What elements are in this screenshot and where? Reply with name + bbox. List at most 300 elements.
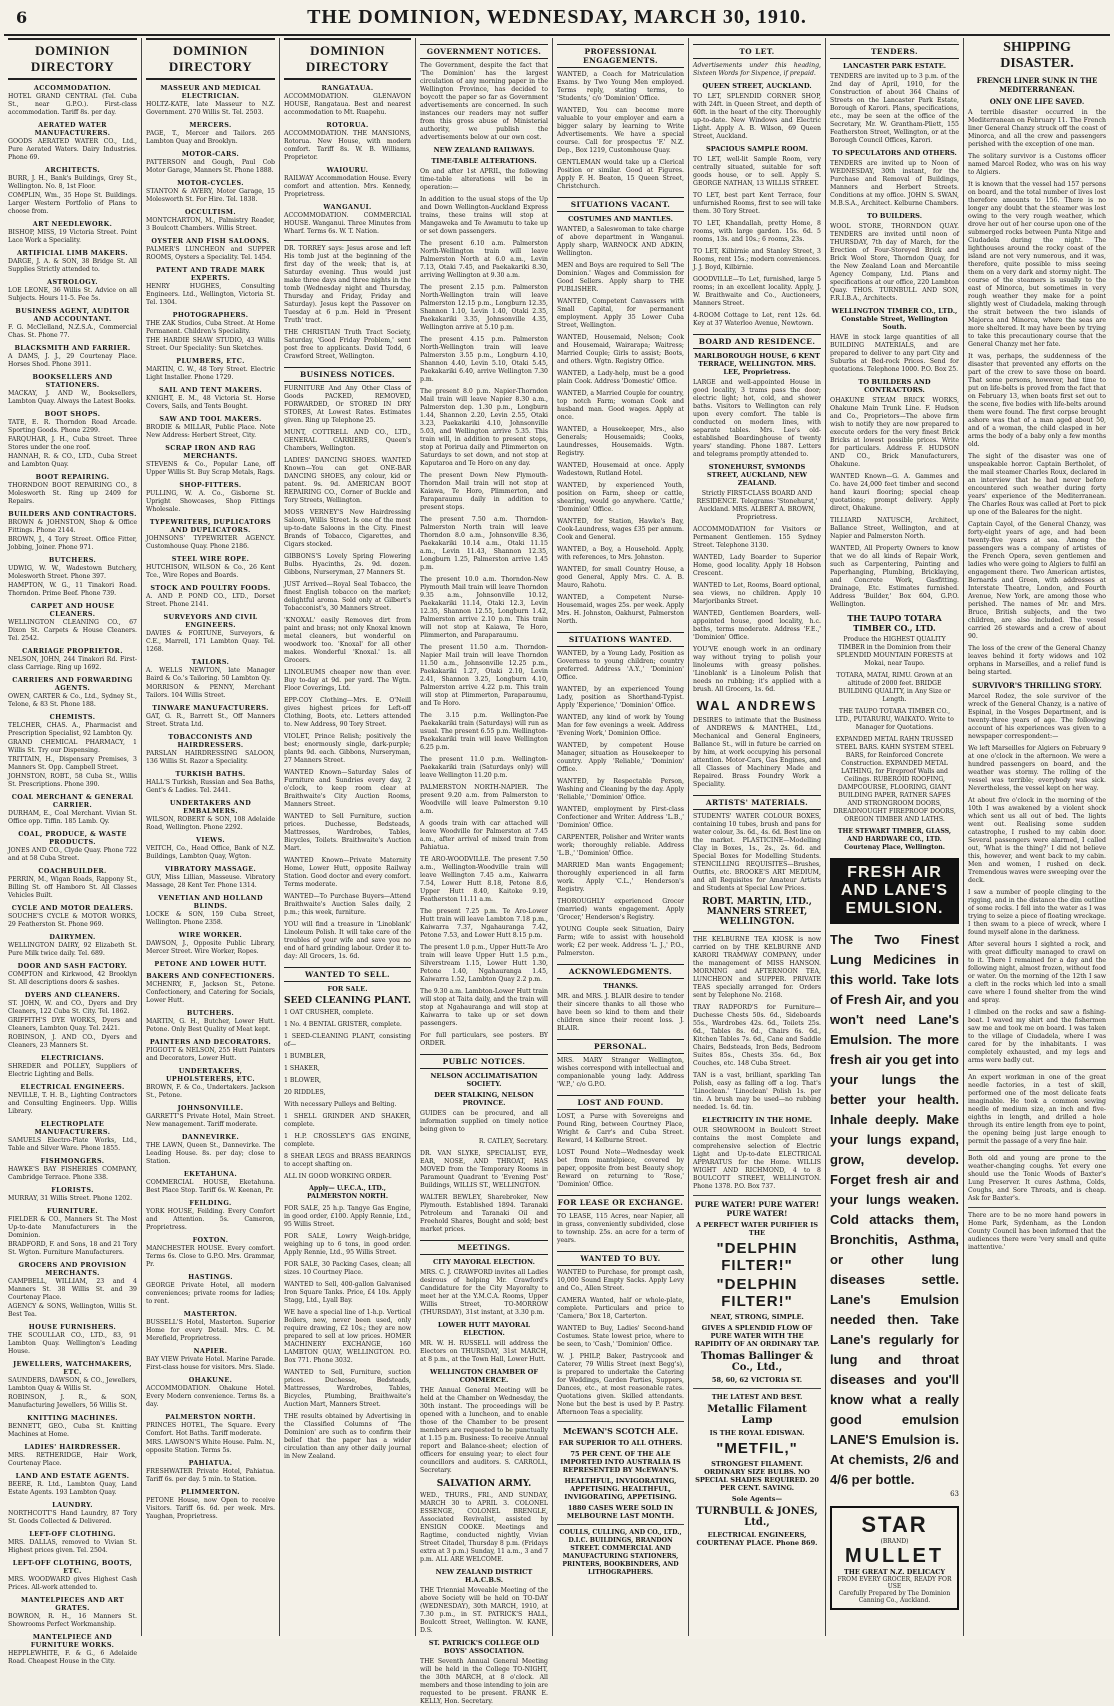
directory-entry: ACCOMMODATION. GLENAVON HOUSE, Rangataua. Best and nearest accommodation to Mt. Ruapehu. [284, 93, 411, 116]
electricity-text: OUR SHOWROOM in Boulcott Street contains the most Complete and comprehensive selection of Electric Light and Up-to-date ELECTRICAL APPARATUS for the Home. WILLIS WIGHT AND RICHMOND, 4 to 8 BOULCOTT STREET, WELLINGTON. Phone 1378. P.O. Box 737. [693, 1127, 821, 1190]
directory-category: WANGANUI. [323, 203, 372, 211]
business-notice: LADIES' DANCING SHOES. WANTED Known—You can get ONE-BAR DANCING SHOES, any colour, kid or patent. 9s. 9d. AMERICAN BOOT REPAIRING CO., Corner of Buckle and Tory Streets, Wellington. [284, 457, 411, 504]
mcewan-percent: 75 PER CENT. OF THE ALE IMPORTED INTO AUSTRALIA IS REPRESENTED BY McEWAN'S. [560, 1450, 681, 1474]
costumes-heading: COSTUMES AND MANTLES. [568, 215, 673, 223]
directory-category: TOBACCONISTS AND HAIRDRESSERS. [168, 733, 253, 749]
gammes-timber: WANTED Known—G. A. Gammes and Co. have 24,000 feet timber and second hand kauri flooring; special cheap quotations; prompt delivery. Apply direct, Ohakune. [830, 473, 959, 512]
situation-wanted-ad: THOROUGHLY experienced Grocer (married) wants engagement. Apply 'Grocer,' Henderson's Registry. [557, 898, 684, 921]
article-para-4: It was, perhaps, the suddenness of the disaster that prevented any efforts on the part of the crew to save those on board. That some persons, however, had time to put on life-belts is proved from the fact that on February 13, when boats first set out to the scene, five bodies with life-belts around them were found. The first corpse brought ashore was that of a man aged about 50, and of a woman, the child clasped in her arms the body of a baby only a few months old. [968, 353, 1106, 448]
directory-entry: ACCOMMODATION. COMMERCIAL HOUSE. Wanganui. Three Minutes from Wharf. Terms 6s. W. T. Nation. [284, 212, 411, 235]
wanted-to-buy-ad: WANTED to Purchase, for prompt cash, 10,000 Sound Empty Sacks. Apply Levy and Co., Allen Street. [557, 1269, 684, 1292]
directory-entry: YORK HOUSE, Feilding. Every Comfort and Attention. 5s. Cameron, Proprietress. [146, 1208, 275, 1231]
stonehurst-text: Strictly FIRST-CLASS BOARD AND RESIDENCE. Telegrams: 'Stonehurst,' Auckland. MRS. ALBERT A. BROWN, Proprietress. [696, 490, 818, 521]
directory-category: BAKERS AND CONFECTIONERS. [146, 972, 275, 980]
sell-item: 1 SEED-CLEANING PLANT, consisting of— [284, 1033, 411, 1048]
lanes-emulsion-number: 63 [950, 1490, 959, 1498]
sell-item: 1 OAT CRUSHER, complete. [284, 1009, 374, 1016]
directory-entry: BENNETT, GEO., Cuba St. Knitting Machines at Home. [8, 1423, 137, 1438]
marlborough-heading: MARLBOROUGH HOUSE, 6 KENT TERRACE, WELLINGTON. MRS. LEE, Proprietress. [694, 352, 820, 376]
directory-category: ELECTRICAL ENGINEERS. [20, 1083, 125, 1091]
directory-category: JEWELLERS, WATCHMAKERS, ETC. [13, 1360, 132, 1376]
directory-category: BUILDERS AND CONTRACTORS. [8, 510, 137, 518]
business-notice: VIOLET, Prince Relish; positively the best; enormously single, dark-purple; plants 9d. each. Gibbons, Nurseryman, 27 Manners Street. [284, 733, 411, 764]
directory-category: LADIES' HAIRDRESSER. [24, 1443, 121, 1451]
perfect-purifier: A PERFECT WATER PURIFIER IS THE [695, 1221, 819, 1237]
government-notices-column [416, 38, 553, 1705]
sell-item: 8 SHEAR LEGS and BRASS BEARINGS to accept shafting on. [284, 1153, 411, 1168]
directory-category: LEFT-OFF CLOTHING, BOOTS, ETC. [12, 1559, 133, 1575]
directory-category: SAIL AND TENT MAKERS. [158, 386, 263, 394]
business-notices-heading: BUSINESS NOTICES. [284, 367, 411, 382]
directory-category: LEFT-OFF CLOTHING. [29, 1530, 116, 1538]
taupo-heading: THE TAUPO TOTARA TIMBER CO., LTD. [847, 613, 942, 633]
publisher-ad: MEN and Boys are required to Sell 'The Dominion.' Wages and Commission for Good Sellers. Apply sharp to THE PUBLISHER. [557, 262, 684, 293]
directory-entry: THE LAWN, Queen St., Dannevirke. The Leading House. 8s. per day; close to Station. [146, 1142, 275, 1165]
directory-entry: SOUCHE'S CYCLE & MOTOR WORKS, 29 Featherston St. Phone 969. [8, 913, 137, 928]
railway-paragraph: The present 2.15 p.m. Palmerston North-Wellington train will leave Palmerston 12.15 p.m., Longburn 12.35, Shannon 1.10, Levin 1.40, Otaki 2.35, Paekakariki 3.35, Johnsonville 4.35, Wellington arrive at 5.10 p.m. [420, 284, 548, 331]
vacancy-ad: WANTED, a Housekeeper, Mrs., also Generals; Housemaids; Cooks, Laundresses, Housemaids. Wgtn. Registry. [557, 426, 684, 457]
contractors-heading: TO BUILDERS AND CONTRACTORS. [858, 378, 931, 394]
situation-wanted-ad: WANTED, any kind of work by Young Man for few evenings a week. Address 'Evening Work,' Dominion Office. [557, 714, 684, 737]
sole-agents: Sole Agents— [731, 1495, 783, 1503]
railway-paragraph: The present 11.50 a.m. Thorndon-Napier Mail train will leave Thorndon 11.50 a.m., Johnsonville 12.25 p.m., Paekakariki 1.27, Otaki 2.10, Levin 2.41, Shannon 3.25, Longburn 4.10, Palmerston arrive 4.22 p.m. This train will stop at Plimmerton, Paraparaumu, and Te Horo. [420, 644, 548, 707]
blair-thanks: MR. and MRS. J. BLAIR desire to tender their sincere thanks to all those who have been so kind to them and their children since their recent loss. J. BLAIR. [557, 993, 684, 1032]
chamber-heading: WELLINGTON CHAMBER OF COMMERCE. [429, 1368, 539, 1384]
sell-item: 1 BLOWER, [284, 1077, 322, 1084]
directory-entry: BUSSELL'S Hotel, Masterton. Superior Home for every Detail. Mrs. C. M. Merefield, Proprietress. [146, 1319, 275, 1342]
deer-stalking: DEER STALKING, NELSON PROVINCE. [434, 1091, 534, 1107]
chamber-text: THE Annual General Meeting will be held at the Chamber on Wednesday, the 30th instant. The proceedings will be opened with a luncheon, and to enable those of the Chamber to be present members are requested to be punctually at 1.15 p.m. Business: To receive Annual report and Balance-sheet; election of officers for ensuing year; to elect four councillors and auditors. S. CARROLL, Secretary. [420, 1387, 548, 1474]
sell-ad: WANTED to Sell, 400-gallon Galvanised Iron Square Tanks. Price, £4 10s. Apply Stagg, Ltd., Lyall Bay. [284, 1281, 411, 1304]
business-notice: JUST Arrived—Royal Seal Tobacco, the finest English tobacco on the market; delightful aroma. Sold only at Gilbert's Tobacconist's, 30 Manners Street. [284, 581, 411, 612]
tilliard-natusch: TILLIARD NATUSCH, Architect, Ballance Street, Wellington, and at Napier and Palmerston North. [830, 517, 959, 540]
to-let-column [689, 38, 826, 1636]
directory-category: ACCOMMODATION. [33, 84, 112, 92]
directory-category: BOOT REPAIRING. [35, 473, 110, 481]
situation-wanted-ad: MARRIED Man wants Engagement; thoroughly experienced in all farm work. Apply 'C.L.,' Henderson's Registry. [557, 862, 684, 893]
directory-entry: CAMPBELL, WILLIAM, 23 and 4 Manners St. 38 Willis St. and 39 Courtenay Place. [8, 1278, 137, 1301]
to-let-note: Advertisements under this heading, Sixteen Words for Sixpence, if prepaid. [693, 62, 821, 77]
directory-entry: THE HARDIE SHAW STUDIO, 43 Willis Street. Our Speciality: Sun Sketches. [146, 337, 275, 352]
tan-polish: TAN is a vast, brilliant, sparkling Tan Polish, easy as falling off a log. That's 'Linoclean.' 'Linoclean' Polish 1s. per tin. A brush may be used—no rubbing needed. 1s. 6d. tin. [693, 1072, 821, 1111]
mcewan-cases: 1880 CASES WERE SOLD IN MELBOURNE LAST MONTH. [566, 1504, 675, 1520]
railway-paragraph: The present 11.0 p.m. Wellington-Paekakariki train (Saturdays only) will leave Wellington 11.20 p.m. [420, 756, 548, 779]
directory-entry: MRS. DALLAS, removed to Vivian St. Highest prices given. Tel. 2504. [8, 1539, 137, 1554]
professional-heading: PROFESSIONAL ENGAGEMENTS. [557, 44, 684, 68]
sell-ad: FOR SALE, Lowry Weigh-bridge, weighing up to 6 tons, in good order. Apply Rennie, Ltd., 95 Willis Street. [284, 1233, 411, 1256]
directory-category: VIBRATORY MASSAGE. [164, 865, 257, 873]
queen-street-heading: QUEEN STREET, AUCKLAND. [702, 82, 812, 90]
directory-entry: SAMUELS Electro-Plate Works, Ltd., Table and Silver Ware. Phone 1855. [8, 1137, 137, 1152]
to-let-ad: TO LET, well-lit Sample Room, very centrally situated, suitable for soft goods house, or to sell. Apply S. GEORGE NATHAN, 13 WILLIS STREET. [693, 156, 821, 187]
situation-wanted-ad: WANTED, by competent House Manager, situation as Housekeeper to country. Apply 'Reliable,' 'Dominion' Office. [557, 742, 684, 773]
coulls-ad: COULLS, CULLING, AND CO., LTD., D.I.C. BUILDINGS, BRANDON STREET. COMMERCIAL AND MANUFACTURING STATIONERS, PRINTERS, BOOKBINDERS, AND LITHOGRAPHERS. [559, 1529, 682, 1576]
to-let-ad: TO LET, Kilbirnie and Stanley Street, 3 Rooms, rent 15s.; modern conveniences. J. J. Boyd, Kilbirnie. [693, 248, 821, 271]
speculators-heading: TO SPECULATORS AND OTHERS. [832, 149, 957, 157]
public-notices-heading: PUBLIC NOTICES. [420, 1054, 548, 1069]
directory-category: VENETIAN AND HOLLAND BLINDS. [158, 894, 263, 910]
lancaster-heading: LANCASTER PARK ESTATE. [842, 62, 947, 70]
directory-category: HASTINGS. [188, 1273, 233, 1281]
directory-entry: ACCOMMODATION. THE MANSIONS, Rotorua. New House, with modern comfort. Tariff 8s. W. B. Williams, Proprietor. [284, 130, 411, 161]
business-notice: WANTED Known—Private Maternity Home, Lower Hutt, opposite Railway Station. Good doctor and every comfort. Terms moderate. [284, 857, 411, 888]
shipping-sub-2: ONLY ONE LIFE SAVED. [989, 97, 1085, 106]
lost-ad: LOST Pound Note—Wednesday week bet from mantelpiece, covered by paper, opposite from best Beauty shop; Reward on returning to 'Rose,' 'Dominion' Office. [557, 1149, 684, 1188]
professional-ad: GENTLEMAN would take up a Clerical Position or similar. Good at Figures. Apply F. H. Beaton, 15 Queen Street, Christchurch. [557, 159, 684, 190]
directory-category: MOTOR-CARS. [181, 150, 240, 158]
directory-heading: DOMINION DIRECTORY [8, 38, 137, 80]
article-para-11: I saw a number of people clinging to the rigging, and in the distance the dim outline of some rocks. I fell into the water as I was trying to seize a piece of floating wreckage. I then swam to a piece of wreck, where I found myself alone in the darkness. [968, 889, 1106, 936]
business-notice: YOU will find a treasure in 'Linoblank' Linoleum Polish. It will take care of the troubles of your wife and save you no end of hard grinding labour. Order it to-day: All Grocers, 1s. 6d. [284, 921, 411, 960]
directory-category: WIRE WORKER. [178, 931, 243, 939]
saleswoman-ad: WANTED, a Saleswoman to take charge of above department in Wanganui. Apply sharp, WARNOCK AND ADKIN, Wellington. [557, 226, 684, 257]
acknowledgments-heading: ACKNOWLEDGMENTS. [557, 964, 684, 979]
directory-category: DOOR AND SASH FACTORY. [17, 962, 128, 970]
directory-column-1 [4, 38, 142, 1665]
directory-category: DYERS AND CLEANERS. [24, 991, 121, 999]
directory-category: RANGATAUA. [321, 84, 374, 92]
directory-category: SCRAP IRON AND RAG MERCHANTS. [165, 444, 256, 460]
directory-category: PETONE AND LOWER HUTT. [154, 960, 267, 968]
directory-category: MANTELPIECE AND FURNITURE WORKS. [30, 1633, 115, 1649]
directory-entry: BEERE, R. Ltd., Lambton Quay, Land Estate Agents. 193 Lambton Quay. [8, 1481, 137, 1496]
directory-entry: DAWSON, J., Opposite Public Library, Mercer Street. Wire Worker, Ropes. [146, 940, 275, 955]
page-number: 6 [16, 8, 28, 27]
directory-category: UNDERTAKERS, UPHOLSTERERS, ETC. [165, 1067, 256, 1083]
directory-entry: PALMER'S LUNCHEON and SUPPER ROOMS, Oysters a Speciality. Tel. 1454. [146, 246, 275, 261]
wool-store-text: WOOL STORE, THORNDON QUAY. TENDERS are invited until noon of THURSDAY, 7th day of March, for the Erection of Four-Storeyed Brick and Brick Wool Store, Thorndon Quay, for the New Zealand Loan and Mercantile Agency Company, Ltd. Plans and specifications at our office, 220 Lambton Quay. THOS. TURNBULL AND SON, F.R.I.B.A., Architects. [830, 223, 959, 302]
directory-entry: ST. JOHN, W. and CO., Dyers and Dry Cleaners, 122 Cuba St. City. Tel. 1862. [8, 1000, 137, 1015]
government-notices-heading: GOVERNMENT NOTICES. [420, 44, 548, 59]
taupo-text: Produce the HIGHEST QUALITY TIMBER in the Dominion from their SPLENDID MOUNTAIN FORESTS at Mokai, near Taupo. [836, 636, 953, 667]
tenders-heading: TENDERS. [830, 44, 959, 59]
article-para-7: The loss of the crew of the General Chanzy leaves behind it forty widows and 102 orphans in Marseilles, and a relief fund is being started. [968, 645, 1106, 676]
wal-andrews-heading: WAL ANDREWS [696, 698, 818, 713]
artists-heading: ARTISTS' MATERIALS. [693, 795, 821, 810]
railway-paragraph: In addition to the usual stops of the Up and Down Wellington-Auckland Express trains, these trains will stop at Mangaweka and Te Awamutu to take up or set down passengers. [420, 196, 548, 235]
directory-entry: HAMPTON, W. G., 11 Tinakori Road. Thorndon. Prime Beef. Phone 739. [8, 582, 137, 597]
timber-text: HAVE in stock large quantities of all BUILDING MATERIALS, and are prepared to deliver to any part City and Suburbs at Bed-rock Prices. Send for quotations. Telephone 1000. P.O. Box 25. [830, 334, 959, 373]
sell-ad: FOR SALE, 30 Packing Cases, clean; all sizes. 10 Courtney Place. [284, 1261, 411, 1276]
directory-column-3 [280, 38, 416, 1636]
directory-entry: DARGE, J. A. & SON, 38 Bridge St. All Supplies Strictly attended to. [8, 258, 137, 273]
brand-text: (BRAND) [880, 1538, 909, 1545]
directory-entry: PULLING, W. A. Co., Gisborne St. Upright Showcases, Shop Fittings Wholesale. [146, 490, 275, 513]
turnbull-address: ELECTRICAL ENGINEERS, COURTENAY PLACE. Phone 869. [696, 1531, 818, 1547]
mcewan-superior: FAR SUPERIOR TO ALL OTHERS. [558, 1439, 683, 1447]
article-para-1: A terrible disaster occurred in the Mediterranean on February 11. The French liner General Chanzy struck off the coast of Minorca, and all the crew and passengers perished with the exception of one man. [968, 109, 1106, 148]
professional-ad: WANTED, You can become more valuable to your employer and earn a bigger salary by learning to Write Advertisements. We have a special course. Call for prospectus 'F.' N.Z. Dep., Box 1219, Customhouse Quay. [557, 107, 684, 154]
ballinger-name: Thomas Ballinger & Co., Ltd., [700, 1351, 814, 1373]
professional-ad: WANTED, a Coach for Matriculation Exams. by Two Young Men employed. Terms reply, stating terms, to 'Students,' c/o 'Dominion' Office. [557, 71, 684, 102]
linoleum-ad: YOU'VE enough work in an ordinary way without trying to polish your linoleums with greasy polishes. 'Linoblank' is a Linoleum Polish that needs no rubbing; it's applied with a brush. All Grocers, 1s. 6d. [693, 646, 821, 693]
walter-bewley: WALTER BEWLEY, Sharebroker, New Plymouth. Established 1894. Taranaki Petroleum and Taranaki Oil and Freehold Shares, Bought and sold; best market prices. [420, 1194, 548, 1233]
sydenham-para: There are to be no more hand powers in Home Park, Sydenham, as the London County Council has been informed that the audiences there were 'very small and quite inattentive.' [968, 1212, 1106, 1251]
city-mayoral-text: MRS. C. J. CRAWFORD invites all Ladies desirous of helping Mr. Crawford's Candidature for the City Mayoralty to meet her at the Y.M.C.A. Rooms, Upper Willis Street, TO-MORROW (THURSDAY), 31st instant, at 3.30 p.m. [420, 1269, 548, 1316]
directory-category: FURNITURE. [47, 1207, 98, 1215]
st-patricks-text: THE Seventh Annual General Meeting will be held in the College TO-NIGHT, the 30th MARCH, at 8 o'clock. All members and those intending to join are requested to be present. FRANK E. KELLY, Hon. Secretary. [420, 1658, 548, 1705]
directory-category: SHOP-FITTERS. [179, 481, 242, 489]
railway-paragraph: The present 6.10 a.m. Palmerston North-Wellington train will leave Palmerston North at 6.0 a.m., Levin 7.13, Otaki 7.45, and Paekakariki 8.30, arriving Wellington at 9.30 a.m. [420, 240, 548, 279]
directory-entry: MORRISON & PENNY, Merchant Tailors. 104 Willis Street. [146, 684, 275, 699]
sell-ad: WANTED to Sell, Furniture, suction prices. Duchesse, Bedsteads, Mattresses, Wardrobes, Tables, Bicycles, Plumbing, Braithwaite's Auction Mart, Manners Street. [284, 1369, 411, 1408]
vacancy-ad: WANTED, a Competent Nurse-Housemaid, wages 25s. per week. Apply Mrs. H. Johnston, Oakhurst, Palmerston North. [557, 594, 684, 625]
district-text: THE Triennial Moveable Meeting of the above Society will be held on TO-DAY (WEDNESDAY), 30th MARCH, 1910, at 7.30 p.m., in ST. PATRICK'S HALL, Boulcott Street, Wellington. W. KANE, D.S. [420, 1587, 548, 1634]
directory-category: HOUSE FURNISHERS. [28, 1323, 117, 1331]
star-mullet-ad [830, 1506, 959, 1610]
directory-entry: GARRETT'S Private Hotel, Main Street. New management. Tariff moderate. [146, 1113, 275, 1128]
sell-item: 1 BUMBLER, [284, 1053, 326, 1060]
directory-category: BOOKSELLERS AND STATIONERS. [32, 373, 113, 389]
ohakune-brick: OHAKUNE STEAM BRICK WORKS, Ohakune Main Trunk Line. F. Hudson and Co., Proprietors—The above firm wish to notify they are now prepared to execute orders for the very finest Brick Bricks at lowest possible prices. Write for particulars. Address F. HUDSON AND CO., Brick Manufacturers, Ohakune. [830, 397, 959, 468]
lancaster-text: TENDERS are invited up to 3 p.m. of the 2nd day of April, 1910, for the Construction of about 364 Chains of Streets on the Lancaster Park Estate, Borough of Karori. Plans, specifications, etc., may be seen at the office of the Secretary, Mr. W. Grantham-Pliett, 155 Featherston Street, Wellington, or at the Borough Council Offices, Karori. [830, 73, 959, 144]
mcewan-healthful: HEALTHFUL, INVIGORATING, APPETISING. HEALTHFUL, INVIGORATING, APPETISING. [564, 1477, 677, 1501]
vacancy-ad: WANTED, a Boy, a Household. Apply, with references, to Mrs. Johnston. [557, 546, 684, 561]
directory-category: MERCERS. [189, 121, 232, 129]
wanted-to-buy-ad: WANTED to Buy, Ladies' Second-hand Costumes. State lowest price, where to be seen, to 'Cash,' 'Dominion' Office. [557, 1325, 684, 1348]
situation-wanted-ad: YOUNG Couple seek Situation, Dairy Farm; wife to assist with household work; £2 per week. Address 'L. J.,' P.O., Palmerston. [557, 926, 684, 957]
vacancy-ad: WANTED, Competent Canvassers with Small Capital, for permanent employment. Apply 35 Lower Cuba Street, Wellington. [557, 298, 684, 329]
timber-co: WELLINGTON TIMBER CO., LTD., Constable Street, Wellington South. [831, 307, 958, 331]
directory-category: SAW AND TOOL MAKERS. [159, 415, 262, 423]
directory-category: ELECTROPLATE MANUFACTURERS. [34, 1120, 111, 1136]
sell-item: ALL IN GOOD WORKING ORDER. [284, 1173, 392, 1180]
electricity-heading: ELECTRICITY IN THE HOME. [701, 1116, 813, 1124]
shipping-heading: SHIPPING DISASTER. [1000, 40, 1074, 71]
directory-category: PAHIATUA. [188, 1459, 233, 1467]
directory-category: EKETAHUNA. [183, 1170, 238, 1178]
accommodation-ad: WANTED to Let, Rooms, Board optional, sea views, no children. Apply 10 Marjoribanks Street. [693, 582, 821, 605]
turnbull-jones: TURNBULL & JONES, Ltd., [696, 1506, 818, 1528]
directory-entry: MANCHESTER HOUSE. Every comfort. Terms 6s. Close to G.P.O. Mrs. Grammar, Pr. [146, 1245, 275, 1268]
taupo-contact: THE TAUPO TOTARA TIMBER CO., LTD., PUTARURU, WAIKATO. Write to Manager for Quotations. [835, 708, 954, 731]
property-owners: WANTED, All Property Owners to know that we do all kinds of Repair Work, such as Carpentering, Painting and Paperhanging, Plumbing, Bricklaying, and Concrete Work, Gasfitting. Drainage, Etc. Estimates furnished. Address 'Builder,' Box 604, G.P.O. Wellington. [830, 545, 959, 608]
directory-category: DANNEVIRKE. [181, 1133, 240, 1141]
directory-entry: HUTCHISON, WILSON & Co., 26 Kent Tce., Wire Ropes and Boards. [146, 564, 275, 579]
government-boycott-note: The Government, despite the fact that 'The Dominion' has the largest circulation of any morning paper in the Wellington Province, has decided to boycott the paper so far as Government advertisements are concerned. In such instances our readers may not suffer from this gross abuse of Ministerial authority, we publish the advertisements below at our own cost. [420, 62, 548, 141]
directory-entry: RAILWAY Accommodation House. Every comfort and attention. Mrs. Kennedy, Proprietress. [284, 175, 411, 198]
directory-category: FEILDING. [189, 1199, 232, 1207]
survivor-heading: SURVIVOR'S THRILLING STORY. [972, 681, 1102, 690]
directory-entry: HEPPLEWHITE, F. & G., 6 Adelaide Road. Cheapest House in the City. [8, 1650, 137, 1665]
directory-category: FLORISTS. [51, 1186, 94, 1194]
railway-paragraph: The present 7.25 p.m. Te Aro-Lower Hutt train will leave Lambton 7.18 p.m., Kaiwarra 7.37, Ngahauranga 7.42, Petone 7.53, and Lower Hutt 8.15 p.m. [420, 908, 548, 939]
directory-category: BUTCHERS. [186, 1009, 235, 1017]
marlborough-text: LARGE and well-appointed House in good locality, 3 trams pass the door; electric light; hot, cold, and shower baths. Visitors to Wellington can rely upon every comfort. The table is conducted on modern lines, with separate tables. Mrs. Lee's old-established Boardinghouse of twenty years' standing. Phone 1887. Letters and telegrams promptly attended to. [693, 379, 821, 458]
directory-category: PAINTERS AND DECORATORS. [149, 1038, 272, 1046]
railway-paragraph: The present 10.0 a.m. Thorndon-New Plymouth Mail train will leave Thorndon 9.35 a.m., Johnsonville 10.12, Paekakariki 11.14, Otaki 12.3, Levin 12.35, Shannon 12.55, Longburn 1.42, Palmerston arrive 2.10 p.m. This train will not stop at Kaiawa, Te Horo, Plimmerton, and Paraparaumu. [420, 576, 548, 639]
speculators-text: TENDERS are invited up to Noon of WEDNESDAY, 30th instant, for the Purchase and Removal of Buildings, Manners and Herbert Streets. Conditions at my office. JOHN S. SWAN, M.B.S.A., Architect. Kelburne Chambers. [830, 160, 959, 207]
wanted-to-buy-heading: WANTED TO BUY. [557, 1251, 684, 1266]
directory-category: OCCULTISM. [185, 208, 236, 216]
thanks-heading: THANKS. [603, 982, 638, 990]
directory-entry: MRS. LAWSON'S White House. Palm. N., opposite Station. Terms 5s. [146, 1439, 275, 1454]
business-notice: GIBBONS'S Lovely Spring Flowering Bulbs. Hyacinths, 2s. 9d. dozen. Gibbons, Nurseryman, 27 Manners St. [284, 553, 411, 576]
lost-found-heading: LOST AND FOUND. [557, 1095, 684, 1110]
directory-entry: A. AND P. POND CO., LTD., Dorset Street. Phone 2141. [146, 593, 275, 608]
baxter-para: Both old and young are prone to the weather-changing coughs. Yet every one should use the Tonic Woods of Baxter's Lung Preserver. It cures Asthma, Colds, Coughs, and Sore Throats, and is cheap. Ask for Baxter's. [968, 1155, 1106, 1202]
directory-category: ARCHITECTS. [45, 166, 100, 174]
directory-entry: PATTERSON and Gough, Paul Cob Motor Garage, Manners St. Phone 1888. [146, 159, 275, 174]
directory-category: CARRIAGE PROPRIETOR. [22, 647, 123, 655]
directory-category: KNITTING MACHINES. [27, 1414, 118, 1422]
directory-category: WAIOURU. [326, 166, 369, 174]
railways-heading: NEW ZEALAND RAILWAYS. [433, 146, 535, 154]
tenders-column [826, 38, 964, 1636]
directory-entry: DURHAM, E., Coal Merchant. Vivian St. Office opp. Tiffin. 185 Lamb. Qy. [8, 810, 137, 825]
directory-category: MOTOR-CYCLES. [177, 179, 244, 187]
grocer-text: FROM EVERY GROCER, READY FOR USE [837, 1576, 952, 1590]
lanes-emulsion-banner [830, 858, 959, 924]
directory-entry: SHREDER and POLLEY, Suppliers of Electric Lighting and Bells. [8, 1063, 137, 1078]
vacancy-ad: WANTED, a Lady-help, must be a good plain Cook. Address 'Domestic' Office. [557, 370, 684, 385]
situations-vacant-heading: SITUATIONS VACANT. [557, 197, 684, 212]
sell-item: 1 H.P. CROSSLEY'S GAS ENGINE, complete. [284, 1133, 411, 1148]
directory-entry: GUY, Miss Lillian, Masseuse. Vibratory Massage, 28 Kent Ter. Phone 1314. [146, 874, 275, 889]
wanted-to-buy-ad: CAMERA Wanted, half or whole-plate, complete. Particulars and price to 'Camera,' Box 18, Carterton. [557, 1297, 684, 1320]
directory-entry: GOODS AERATED WATER CO., Ltd., Pure Aerated Waters. Dairy Industries. Phone 69. [8, 138, 137, 161]
to-let-heading: TO LET. [693, 44, 821, 59]
mcewan-title: McEWAN'S SCOTCH ALE. [562, 1426, 679, 1436]
directory-entry: NELSON, JOHN, 244 Tinakori Rd. First-class Carriage. Ring up 1692. [8, 656, 137, 671]
directory-entry: BROWN, J., 4 Tory Street. Office Fitter, Jobbing, Joiner. Phone 971. [8, 536, 137, 551]
directory-entry: WILSON, ROBERT & SON, 108 Adelaide Road, Wellington. Phone 2292. [146, 816, 275, 831]
directory-entry: NEVILLE, T. H. B., Lighting Contractors and Consulting Engineers. Upp. Willis Library. [8, 1092, 137, 1115]
directory-entry: BURR, J. H., Bank's Buildings, Grey St., Wellington. No. 8, 1st Floor. [8, 175, 137, 190]
directory-category: STEEL WIRE ROPE. [171, 555, 250, 563]
delphin-filter-2: "DELPHIN FILTER!" [716, 1276, 798, 1310]
business-notice: WANTED—To Purchase Buyers—Attend Braithwaite's Auction Sales daily, 2 p.m.; this week, furniture. [284, 893, 411, 916]
shipping-sub-1: FRENCH LINER SUNK IN THE MEDITERRANEAN. [976, 76, 1098, 94]
metallic-lamp: Metallic Filament Lamp [707, 1404, 807, 1426]
directory-entry: BOWRON, R. H., 16 Manners St. Showrooms Perfect Workmanship. [8, 1613, 137, 1628]
directory-category: CYCLE AND MOTOR DEALERS. [11, 904, 134, 912]
directory-category: AERATED WATER MANUFACTURERS. [34, 121, 111, 137]
needle-para: An expert workman in one of the great needle factories, in a test of skill, performed one of the most delicate feats imaginable. He took a common sewing needle of medium size, an inch and five-eighths in length, and drilled a hole through its entire length from eye to point, the opening being just large enough to permit the passage of a very fine hair. [968, 1074, 1106, 1145]
railway-paragraph: The 9.30 a.m. Lambton-Lower Hutt train will stop at Taita daily, and the train will stop at Ngahauranga and will stop at Kaiwarra to take up or set down passengers. [420, 988, 548, 1027]
directory-entry: KNIGHT, E. M., 48 Victoria St. Horse Covers, Sails, and Tents Bought. [146, 395, 275, 410]
directory-category: TURKISH BATHS. [175, 770, 246, 778]
article-para-10: At about five o'clock in the morning of the 10th I was awakened by a violent shock which sent us all out of bed. The lights went out. Realising some sudden catastrophe, I rushed to my cabin door. Several passengers were alarmed, I called out, 'What is the thing?' I did not believe this, however, and went back to my cabin. Men and women, I rushed on deck. Tremendous waves were sweeping over the deck. [968, 797, 1106, 884]
directory-category: UNDERTAKERS AND EMBALMERS. [169, 799, 252, 815]
directory-entry: FRESHWATER Private Hotel, Pahiatua. Tariff 6s. per day. 5 min. to Station. [146, 1468, 275, 1483]
directory-entry: MURRAY, 31 Willis Street. Phone 1202. [8, 1195, 133, 1202]
directory-entry: VEITCH, Co., Head Office, Bank of N.Z. Buildings, Lambton Quay, Wgton. [146, 845, 275, 860]
personal-text: MRS. MARY Stranger Wellington, wishes correspond with intellectual and companionable young lady. Address 'W.P.,' c/o G.P.O. [557, 1057, 684, 1088]
timetable-heading: TIME-TABLE ALTERATIONS. [431, 157, 537, 165]
salvation-army-heading: SALVATION ARMY. [436, 1479, 532, 1489]
sample-room-heading: SPACIOUS SAMPLE ROOM. [706, 145, 808, 153]
directory-entry: HALL'S Turkish, Russian and Sea Baths, Gent's & Ladies. Tel. 2441. [146, 779, 275, 794]
lower-hutt-text: MR. W. H. RUSSELL will address the Electors on THURSDAY, 31st MARCH, at 8 p.m., at the Town Hall, Lower Hutt. [420, 1340, 548, 1363]
directory-category: MANTELPIECES AND ART GRATES. [21, 1596, 124, 1612]
latest-best: THE LATEST AND BEST. [711, 1393, 803, 1401]
artists-text: STUDENTS' WATER COLOUR BOXES, containing 10 tubes, brush and pans for water colour, 3s. 6d., 4s. 6d. Best line on the market. PLASTICINE—Modelling Clay in Boxes, 1s., 2s., 2s. 6d. and Special Boxes for Modelling Students. STENCILLING REQUISITES—Brushes, Outfits, etc. BROOKE'S ART MEDIUM, and all Requisites for Amateur Artists and Students at Special Low Prices. [693, 813, 821, 892]
lease-heading: FOR LEASE OR EXCHANGE. [557, 1195, 684, 1210]
christian-tract-notice: THE CHRISTIAN Truth Tract Society, Saturday, 'Good Friday Problem,' sent post free to applicants. David Todd, 6 Crawford Street, Wellington. [284, 329, 411, 360]
acclimatisation-society: NELSON ACCLIMATISATION SOCIETY. [430, 1072, 538, 1088]
stewart-timber: THE STEWART TIMBER, GLASS, AND HARDWARE CO., LTD. Courtenay Place, Wellington. [837, 828, 952, 851]
article-para-13: I climbed on the rocks and saw a fishing-boat. I waved my shirt and the fishermen saw me and took me on board. I was taken to the village of Ciudadela, where I was cared for by the inhabitants. I was completely exhausted, and my legs and arms were badly cut. [968, 1009, 1106, 1064]
vacancy-ad: WANTED, Housemaid, Nelson; Cook and Housemaid, Wairarapa; Waitress; Married Couple; Girls to assist; Boots, and others. Wgtn. Registry Office. [557, 334, 684, 365]
directory-category: PHOTOGRAPHERS. [172, 311, 249, 319]
railway-paragraph: The present 8.0 p.m. Napier-Thorndon Mail train will leave Napier 8.30 a.m., Palmerston dep. 1.30 p.m., Longburn 1.44, Shannon 2.20, Levin 2.55, Otaki 3.23, Paekakariki 4.10, Johnsonville 5.03, and Wellington arrive 5.35. This train will, in addition to present stops, stop at Porirua daily and Plimmerton on Saturdays to set down, and not stop at Kaputaroa and Te Horo on any day. [420, 388, 548, 467]
directory-entry: GRAND CHEMICAL PHARMACY, 1 Willis St. Try our Dispensing. [8, 739, 137, 754]
directory-entry: THE SCOULLAR CO., LTD., 83, 91 Lambton Quay. Wellington's Leading House. [8, 1332, 137, 1355]
directory-entry: THORNDON BOOT REPAIRING CO., 8 Molesworth St. Ring up 2409 for Repairs. [8, 482, 137, 505]
directory-category: PALMERSTON NORTH. [165, 1413, 256, 1421]
directory-entry: COMMERCIAL HOUSE, Eketahuna. Best Place Stop. Tariff 6s. W. Keenan, Pr. [146, 1179, 275, 1194]
business-notice: FURNITURE And Any Other Class of Goods PACKED, REMOVED, FORWARDED, Or STORED IN DRY STORES, At Lowest Rates. Estimates given. Ring up Telephone 25. [284, 385, 411, 424]
railway-paragraph: The present 1.0 p.m., Upper Hutt-Te Aro train will leave Upper Hutt 1.5 p.m., Silverstream 1.15, Lower Hutt 1.30, Petone 1.40, Ngahauranga 1.45, Kaiwarra 1.52, Lambton Quay 2.2 p.m. [420, 944, 548, 983]
directory-category: ROTORUA. [326, 121, 369, 129]
directory-category: ART NEEDLEWORK. [32, 220, 113, 228]
directory-category: TAILORS. [191, 658, 230, 666]
lanes-emulsion-body: The Two Finest Lung Medicines in this world. Take lots of Fresh Air, and you won't need Lane's Emulsion. The more fresh air you get into your lungs the better your health. Inhale deeply. Make your lungs expand, grow, develop. Forget fresh air and your lungs weaken. Cold attacks them, Bronchitis, Asthma, or other lung diseases settle. Lane's Emulsion needed then. Take Lane's regularly for lung and throat diseases and you'll know what a really good emulsion LANE'S Emulsion is. At chemists, 2/6 and 4/6 per bottle. [830, 932, 959, 1487]
directory-entry: MARTIN, C. W., 48 Tory Street. Electric Light Installer. Phone 1729. [146, 366, 275, 381]
directory-entry: STEVENS & Co., Popular Lane, off Upper Willis St. Buy Scrap Metals, Rags. [146, 461, 275, 476]
directory-category: BUTCHERS. [48, 556, 97, 564]
masthead [4, 4, 1110, 36]
directory-entry: BAY VIEW Private Hotel. Marine Parade. First-class house for visitors. Mrs. Slade. [146, 1356, 275, 1371]
sell-item: 1 SHAKER, [284, 1065, 320, 1072]
directory-category: BUSINESS AGENT, AUDITOR AND ACCOUNTANT. [15, 307, 130, 323]
directory-entry: GAT, G. R., Barrett St., Off Manners Street. Strata Ltd. [146, 713, 275, 728]
directory-category: BLACKSMITH AND FARRIER. [14, 344, 131, 352]
directory-category: BOOT SHOPS. [44, 410, 101, 418]
directory-entry: MRS. RETHERIDGE, Hair Work, Courtenay Place. [8, 1452, 137, 1467]
railway-paragraph: A goods train with car attached will leave Woodville for Palmerston at 7.45 a.m., after arrival of mixed train from Pahiatua. [420, 820, 548, 851]
directory-entry: A DAMS, J. J., 29 Courtenay Place. Horses Shod. Phone 3911. [8, 353, 137, 368]
directory-entry: PAGE, T., Mercer and Tailors. 265 Lambton Quay and Brooklyn. [146, 130, 275, 145]
district-heading: NEW ZEALAND DISTRICT H.A.C.B.S. [435, 1568, 533, 1584]
directory-category: LAUNDRY. [52, 1501, 93, 1509]
directory-entry: WELLINGTON DAIRY, 92 Elizabeth St. Pure Milk twice daily. Tel. 689. [8, 942, 137, 957]
situation-wanted-ad: WANTED, by Respectable Person, Washing and Cleaning by the day. Apply 'Reliable,' 'Dominion' Office. [557, 778, 684, 801]
railway-paragraph: PALMERSTON NORTH-NAPIER. The present 9.20 a.m. from Palmerston to Woodville will leave Palmerston 9.10 a.m. [420, 784, 548, 815]
directory-entry: TELCHER, CHAS. A., Pharmacist and Prescription Specialist, 92 Lambton Qy. [8, 722, 137, 737]
directory-entry: GEORGE Private Hotel, all modern conveniences; private rooms for ladies; to rent. [146, 1282, 275, 1305]
salvation-army-text: WED., THURS., FRI., AND SUNDAY, MARCH 30 to APRIL 3. COLONEL ESSENGE, COLONEL BRENGLE, Associated Revivalist, assisted by ENSIGN COOKE. Meetings and Ragtime, conducted nightly, Vivian Street Citadel, Thursday 8 p.m. (Fridays extra at 3 p.m.) Sunday, 11 a.m., 3 and 7 p.m. ALL ARE WELCOME. [420, 1492, 548, 1563]
directory-category: TYPEWRITERS, DUPLICATORS AND DUPLICATORS. [149, 518, 272, 534]
professional-column [553, 38, 689, 1636]
directory-entry: A. WELLS NEWTON, late Manager Baird & Co.'s Tailoring. 50 Lambton Qy. [146, 667, 275, 682]
directory-category: CARRIERS AND FORWARDING AGENTS. [12, 676, 133, 692]
directory-entry: THE ZAK Studios, Cuba Street. At Home Permanent. Children's Speciality. [146, 320, 275, 335]
business-notice: EPP-COY Clothing—Mrs. E. O'Neill gives highest prices for Left-off Clothing, Boots, etc. Letters attended to. New Address, 90 Tory Street. [284, 697, 411, 728]
directory-entry: MCHENRY, F., Jackson St., Petone. Confectionery, and Catering for Socials, Lower Hutt. [146, 981, 275, 1004]
directory-category: ELECTRICIANS. [40, 1054, 105, 1062]
directory-entry: HENRY HUGHES, Consulting Engineers. Ltd., Wellington, Victoria St. Tel. 1304. [146, 283, 275, 306]
expanded-metal: EXPANDED METAL RAHN TRUSSED STEEL BARS. KAHN SYSTEM STEEL BARS, for Reinforced Concrete Construction. EXPANDED METAL LATHING, for Fireproof Walls and Ceilings. RUBEROID ROOFING, DAMPCOURSE, FLOORING, GIANT BUILDING PAPER, RATNER SAFES AND STRONGROOM DOORS, DREADNOUGHT FIREPROOF DOORS, OREGON TIMBER AND LATHS. [833, 736, 956, 823]
directory-category: TINWARE MANUFACTURERS. [152, 704, 269, 712]
vacancy-ad: WANTED, a Married Couple for country, top notch Farm; woman Cook and husband man. Good wages. Apply at once. [557, 390, 684, 421]
accommodation-ad: ACCOMMODATION for Visitors or Permanent Gentlemen. 155 Sydney Street. Telephone 3130. [693, 526, 821, 549]
railway-paragraph: The present 7.50 a.m. Thorndon-Palmerston North train will leave Thorndon 8.0 a.m., Johnsonville 8.36, Paekakariki 10.14 a.m., Otaki 11.15 a.m., Levin 11.43, Shannon 12.35, Longburn 1.25, Palmerston arrive 1.45 p.m. [420, 516, 548, 571]
directory-category: LAND AND ESTATE AGENTS. [15, 1472, 130, 1480]
mullet-text: MULLET [844, 1545, 945, 1567]
seed-cleaning-plant: SEED CLEANING PLANT. [284, 996, 411, 1006]
directory-entry: LOE LEONE, 36 Willis St. Advice on all Subjects. Hours 11-5. Fee 5s. [8, 287, 137, 302]
article-para-8: Marcel Rodez, the sole survivor of the wreck of the General Chanzy, is a native of Espinal, in the Vosges Department, and is twenty-three years of age. The following account of his experiences was given to a newspaper correspondent:— [968, 693, 1106, 740]
directory-category: MASTERTON. [183, 1310, 238, 1318]
railway-paragraph: For full particulars, see posters. BY ORDER. [420, 1032, 548, 1047]
directory-entry: BRODIE & MILLAR, Public Place. Note New Address: Herbert Street, City. [146, 424, 275, 439]
situation-wanted-ad: WANTED, by an experienced Young Lady, position as Shorthand-Typist. Apply 'Experience,' 'Dominion' Office. [557, 686, 684, 709]
business-notice: MOSS VERNEY'S New Hairdressing Saloon, Willis Street. Is one of the most up-to-date Saloons in the City. Finest Brands of Tobacco, Cigarettes, and Cigars stocked. [284, 509, 411, 548]
directory-entry: HANNAH, R. & CO., LTD., Cuba Street and Lambton Quay. [8, 453, 137, 468]
directory-entry: PIGGOTT & NELSON, 255 Hutt Painters and Decorators, Lower Hutt. [146, 1047, 275, 1062]
